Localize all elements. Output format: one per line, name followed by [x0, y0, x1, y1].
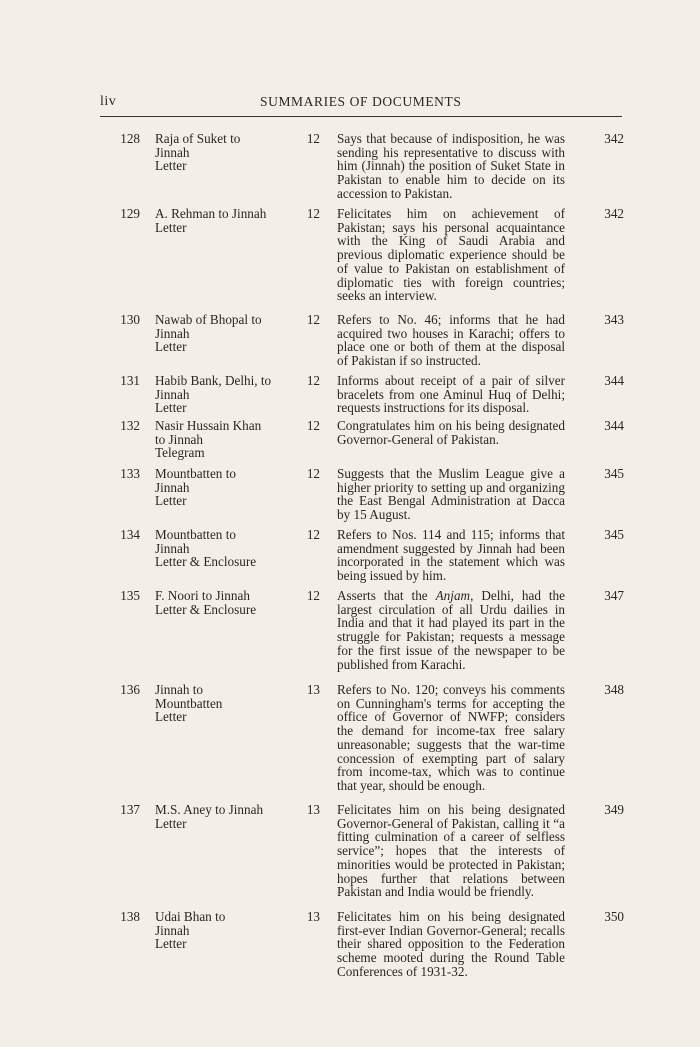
entry-title: Nawab of Bhopal to Jinnah Letter [155, 312, 262, 355]
summary-text: Asserts that the [337, 588, 436, 603]
entry-page: 345 [604, 527, 624, 542]
entry-summary: Felicitates him on achievement of Pakistan; says his personal acquaintance with the King of Saudi Arabia and previous diplomatic experience should be of value to Pakistan on establishment of diplomatic ties with foreign countries; seeks an interview. [337, 206, 565, 304]
entry-page: 349 [604, 802, 624, 817]
entry-section: 12 [306, 131, 320, 146]
entry-title: F. Noori to Jinnah Letter & Enclosure [155, 588, 257, 617]
entry-summary: Felicitates him on his being designated first-ever Indian Governor-General; recalls their shared opposition to the Federation scheme mooted during the Round Table Conferences of 1931-32. [337, 909, 565, 979]
entry-page: 342 [604, 131, 624, 146]
entry-number: 129 [120, 206, 140, 221]
entry-section: 12 [306, 373, 320, 388]
entry-summary [337, 589, 565, 671]
entry-summary: Refers to No. 120; conveys his comments on Cunningham's terms for accepting the office of Governor of NWFP; considers the demand for income-tax free salary unreasonable; suggests that the war-time concession of exempting part of salary from income-tax, which was to continue that year, should be enough. [337, 682, 565, 793]
entry-section: 12 [306, 206, 320, 221]
newspaper-name: Anjam [435, 588, 471, 603]
entry-title: Jinnah to Mountbatten Letter [155, 682, 223, 725]
entry-section: 12 [306, 527, 320, 542]
entry-page: 343 [604, 312, 624, 327]
entry-number: 134 [120, 527, 140, 542]
entry-title: Mountbatten to Jinnah Letter [155, 466, 236, 509]
entry-page: 350 [604, 909, 624, 924]
entry-section: 13 [306, 802, 320, 817]
entry-summary: Refers to Nos. 114 and 115; informs that amendment suggested by Jinnah had been incorporated in the statement which was being issued by him. [337, 527, 565, 584]
entry-title: Raja of Suket to Jinnah Letter [155, 131, 241, 174]
summary-text-continued: , Delhi, had the largest circulation of all Urdu dailies in India and that it had played its part in the struggle for Pakistan; requests a message for the first issue of the newspaper to be published from Karachi. [337, 588, 566, 672]
entry-section: 12 [306, 418, 320, 433]
entry-page: 348 [604, 682, 624, 697]
entry-number: 130 [120, 312, 140, 327]
entry-summary: Felicitates him on his being designated Governor-General of Pakistan, calling it “a fitting culmination of a career of selfless service”; hopes that the interests of minorities would be protected in Pakistan; hopes further that relations between Pakistan and India would be friendly. [337, 802, 565, 900]
entry-page: 344 [604, 418, 624, 433]
entry-section: 12 [306, 466, 320, 481]
entry-summary: Informs about receipt of a pair of silver bracelets from one Aminul Huq of Delhi; requests instructions for its disposal. [337, 373, 565, 416]
entry-summary: Suggests that the Muslim League give a higher priority to setting up and organizing the East Bengal Administration at Dacca by 15 August. [337, 466, 565, 523]
entry-number: 137 [120, 802, 140, 817]
entry-summary: Congratulates him on his being designated Governor-General of Pakistan. [337, 418, 565, 447]
page-number: liv [100, 94, 117, 109]
entry-number: 131 [120, 373, 140, 388]
entry-number: 138 [120, 909, 140, 924]
entry-summary: Says that because of indisposition, he was sending his representative to discuss with him (Jinnah) the position of Suket State in Pakistan to enable him to decide on its accession to Pakistan. [337, 131, 565, 201]
entry-section: 12 [306, 312, 320, 327]
entry-section: 13 [306, 909, 320, 924]
entry-title: Habib Bank, Delhi, to Jinnah Letter [155, 373, 272, 416]
entry-number: 128 [120, 131, 140, 146]
entry-number: 135 [120, 588, 140, 603]
entry-page: 344 [604, 373, 624, 388]
entry-title: A. Rehman to Jinnah Letter [155, 206, 267, 235]
entry-number: 133 [120, 466, 140, 481]
entry-title: Udai Bhan to Jinnah Letter [155, 909, 226, 952]
entry-title: Nasir Hussain Khan to Jinnah Telegram [155, 418, 262, 461]
entry-page: 347 [604, 588, 624, 603]
entry-page: 345 [604, 466, 624, 481]
entry-title: M.S. Aney to Jinnah Letter [155, 802, 264, 831]
entry-title: Mountbatten to Jinnah Letter & Enclosure [155, 527, 257, 570]
entry-section: 13 [306, 682, 320, 697]
running-title: SUMMARIES OF DOCUMENTS [260, 94, 462, 109]
entry-page: 342 [604, 206, 624, 221]
entry-section: 12 [306, 588, 320, 603]
entry-summary: Refers to No. 46; informs that he had acquired two houses in Karachi; offers to place one or both of them at the disposal of Pakistan if so instructed. [337, 312, 565, 369]
entry-number: 136 [120, 682, 140, 697]
entry-number: 132 [120, 418, 140, 433]
